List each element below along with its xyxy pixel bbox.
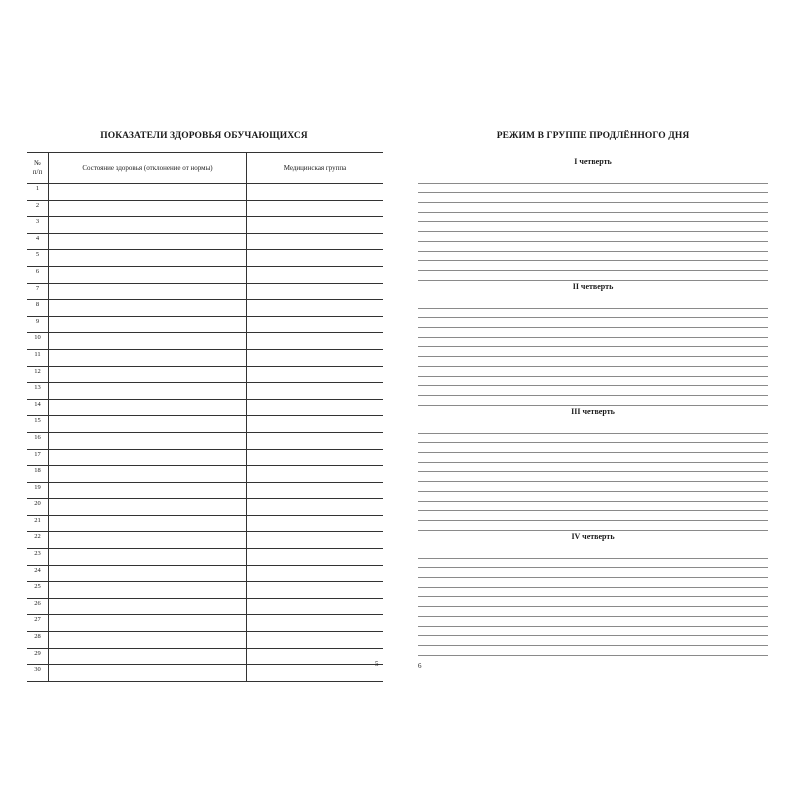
health-cell[interactable] [49, 200, 247, 217]
writing-line[interactable] [418, 338, 768, 348]
group-cell[interactable] [247, 482, 384, 499]
writing-lines [418, 549, 768, 656]
writing-line[interactable] [418, 492, 768, 502]
writing-line[interactable] [418, 299, 768, 309]
health-table [27, 152, 383, 682]
writing-line[interactable] [418, 502, 768, 512]
group-cell[interactable] [247, 449, 384, 466]
writing-line[interactable] [418, 578, 768, 588]
group-cell[interactable] [247, 333, 384, 350]
quarter-section-2 [418, 281, 768, 406]
row-number: 15 [27, 416, 49, 433]
group-cell[interactable] [247, 432, 384, 449]
table-header-row [27, 153, 383, 184]
health-cell[interactable] [49, 383, 247, 400]
row-number: 17 [27, 449, 49, 466]
row-number: 18 [27, 466, 49, 483]
group-cell[interactable] [247, 648, 384, 665]
writing-line[interactable] [418, 472, 768, 482]
table-row [27, 233, 383, 250]
row-number: 11 [27, 349, 49, 366]
group-cell[interactable] [247, 316, 384, 333]
row-number: 19 [27, 482, 49, 499]
writing-line[interactable] [418, 607, 768, 617]
row-number: 20 [27, 499, 49, 516]
table-row [27, 316, 383, 333]
row-number: 25 [27, 582, 49, 599]
writing-line[interactable] [418, 252, 768, 262]
health-cell[interactable] [49, 366, 247, 383]
row-number: 4 [27, 233, 49, 250]
health-cell[interactable] [49, 482, 247, 499]
row-number: 9 [27, 316, 49, 333]
table-row [27, 200, 383, 217]
table-row [27, 383, 383, 400]
page-number-right: 6 [418, 662, 422, 670]
row-number: 22 [27, 532, 49, 549]
group-cell[interactable] [247, 233, 384, 250]
column-health-header: Состояние здоровья (отклонение от нормы) [49, 153, 247, 184]
health-cell[interactable] [49, 300, 247, 317]
health-cell[interactable] [49, 233, 247, 250]
quarter-section-1 [418, 156, 768, 281]
table-row [27, 499, 383, 516]
writing-line[interactable] [418, 646, 768, 656]
writing-line[interactable] [418, 232, 768, 242]
row-number: 1 [27, 184, 49, 201]
table-row [27, 250, 383, 267]
table-row [27, 665, 383, 682]
table-row [27, 283, 383, 300]
writing-line[interactable] [418, 559, 768, 569]
row-number: 8 [27, 300, 49, 317]
row-number: 7 [27, 283, 49, 300]
writing-lines [418, 424, 768, 531]
table-row [27, 466, 383, 483]
table-row [27, 300, 383, 317]
writing-line[interactable] [418, 443, 768, 453]
table-row [27, 482, 383, 499]
table-row [27, 449, 383, 466]
row-number: 24 [27, 565, 49, 582]
group-cell[interactable] [247, 349, 384, 366]
health-cell[interactable] [49, 349, 247, 366]
table-row [27, 648, 383, 665]
health-cell[interactable] [49, 499, 247, 516]
table-row [27, 565, 383, 582]
health-cell[interactable] [49, 532, 247, 549]
writing-line[interactable] [418, 521, 768, 531]
health-cell[interactable] [49, 665, 247, 682]
table-row [27, 366, 383, 383]
health-cell[interactable] [49, 615, 247, 632]
health-cell[interactable] [49, 250, 247, 267]
group-cell[interactable] [247, 615, 384, 632]
health-cell[interactable] [49, 266, 247, 283]
table-row [27, 399, 383, 416]
table-row [27, 515, 383, 532]
health-cell[interactable] [49, 333, 247, 350]
health-cell[interactable] [49, 316, 247, 333]
column-group-header: Медицинская группа [247, 153, 384, 184]
health-cell[interactable] [49, 515, 247, 532]
group-cell[interactable] [247, 532, 384, 549]
writing-line[interactable] [418, 482, 768, 492]
row-number: 10 [27, 333, 49, 350]
row-number: 30 [27, 665, 49, 682]
group-cell[interactable] [247, 582, 384, 599]
quarter-title: IV четверть [571, 532, 615, 541]
writing-line[interactable] [418, 318, 768, 328]
writing-line[interactable] [418, 588, 768, 598]
table-row [27, 432, 383, 449]
health-cell[interactable] [49, 283, 247, 300]
group-cell[interactable] [247, 598, 384, 615]
group-cell[interactable] [247, 515, 384, 532]
table-row [27, 549, 383, 566]
table-row [27, 333, 383, 350]
group-cell[interactable] [247, 466, 384, 483]
health-cell[interactable] [49, 632, 247, 649]
row-number: 2 [27, 200, 49, 217]
writing-line[interactable] [418, 597, 768, 607]
row-number: 27 [27, 615, 49, 632]
writing-line[interactable] [418, 627, 768, 637]
health-cell[interactable] [49, 549, 247, 566]
row-number: 26 [27, 598, 49, 615]
writing-line[interactable] [418, 463, 768, 473]
writing-line[interactable] [418, 424, 768, 434]
group-cell[interactable] [247, 200, 384, 217]
row-number: 13 [27, 383, 49, 400]
group-cell[interactable] [247, 399, 384, 416]
group-cell[interactable] [247, 300, 384, 317]
writing-line[interactable] [418, 367, 768, 377]
group-cell[interactable] [247, 416, 384, 433]
writing-line[interactable] [418, 184, 768, 194]
table-row [27, 266, 383, 283]
writing-line[interactable] [418, 347, 768, 357]
writing-line[interactable] [418, 203, 768, 213]
row-number: 21 [27, 515, 49, 532]
table-row [27, 416, 383, 433]
group-cell[interactable] [247, 383, 384, 400]
group-cell[interactable] [247, 565, 384, 582]
group-cell[interactable] [247, 499, 384, 516]
table-row [27, 615, 383, 632]
group-cell[interactable] [247, 184, 384, 201]
row-number: 12 [27, 366, 49, 383]
writing-line[interactable] [418, 377, 768, 387]
quarter-section-4 [418, 531, 768, 656]
health-cell[interactable] [49, 598, 247, 615]
table-row [27, 632, 383, 649]
table-row [27, 217, 383, 234]
table-row [27, 532, 383, 549]
health-cell[interactable] [49, 449, 247, 466]
writing-line[interactable] [418, 271, 768, 281]
writing-line[interactable] [418, 386, 768, 396]
health-cell[interactable] [49, 565, 247, 582]
row-number: 14 [27, 399, 49, 416]
writing-line[interactable] [418, 636, 768, 646]
quarter-title: II четверть [572, 282, 614, 291]
writing-line[interactable] [418, 511, 768, 521]
group-cell[interactable] [247, 632, 384, 649]
row-number: 6 [27, 266, 49, 283]
quarter-section-3 [418, 406, 768, 531]
quarter-title: III четверть [571, 407, 615, 416]
group-cell[interactable] [247, 665, 384, 682]
row-number: 29 [27, 648, 49, 665]
column-number-header: № п/п [27, 153, 49, 184]
writing-line[interactable] [418, 568, 768, 578]
schedule-title: РЕЖИМ В ГРУППЕ ПРОДЛЁННОГО ДНЯ [496, 131, 690, 141]
group-cell[interactable] [247, 366, 384, 383]
writing-line[interactable] [418, 549, 768, 559]
row-number: 16 [27, 432, 49, 449]
left-page [27, 128, 381, 674]
health-title: ПОКАЗАТЕЛИ ЗДОРОВЬЯ ОБУЧАЮЩИХСЯ [100, 131, 308, 141]
writing-line[interactable] [418, 174, 768, 184]
writing-line[interactable] [418, 309, 768, 319]
writing-line[interactable] [418, 242, 768, 252]
table-row [27, 349, 383, 366]
writing-line[interactable] [418, 261, 768, 271]
right-page [418, 128, 768, 670]
group-cell[interactable] [247, 549, 384, 566]
writing-line[interactable] [418, 357, 768, 367]
health-cell[interactable] [49, 184, 247, 201]
health-cell[interactable] [49, 648, 247, 665]
writing-lines [418, 174, 768, 281]
row-number: 5 [27, 250, 49, 267]
writing-line[interactable] [418, 193, 768, 203]
health-cell[interactable] [49, 416, 247, 433]
writing-line[interactable] [418, 222, 768, 232]
table-row [27, 582, 383, 599]
writing-line[interactable] [418, 434, 768, 444]
row-number: 23 [27, 549, 49, 566]
writing-line[interactable] [418, 328, 768, 338]
health-cell[interactable] [49, 217, 247, 234]
writing-line[interactable] [418, 453, 768, 463]
health-cell[interactable] [49, 582, 247, 599]
page-number-left: 5 [375, 660, 379, 668]
health-cell[interactable] [49, 466, 247, 483]
writing-line[interactable] [418, 617, 768, 627]
writing-line[interactable] [418, 396, 768, 406]
writing-line[interactable] [418, 213, 768, 223]
group-cell[interactable] [247, 217, 384, 234]
row-number: 28 [27, 632, 49, 649]
table-row [27, 184, 383, 201]
group-cell[interactable] [247, 250, 384, 267]
health-table-body [27, 184, 383, 682]
group-cell[interactable] [247, 266, 384, 283]
health-cell[interactable] [49, 399, 247, 416]
group-cell[interactable] [247, 283, 384, 300]
row-number: 3 [27, 217, 49, 234]
table-row [27, 598, 383, 615]
writing-lines [418, 299, 768, 406]
health-cell[interactable] [49, 432, 247, 449]
quarter-title: I четверть [574, 157, 612, 166]
